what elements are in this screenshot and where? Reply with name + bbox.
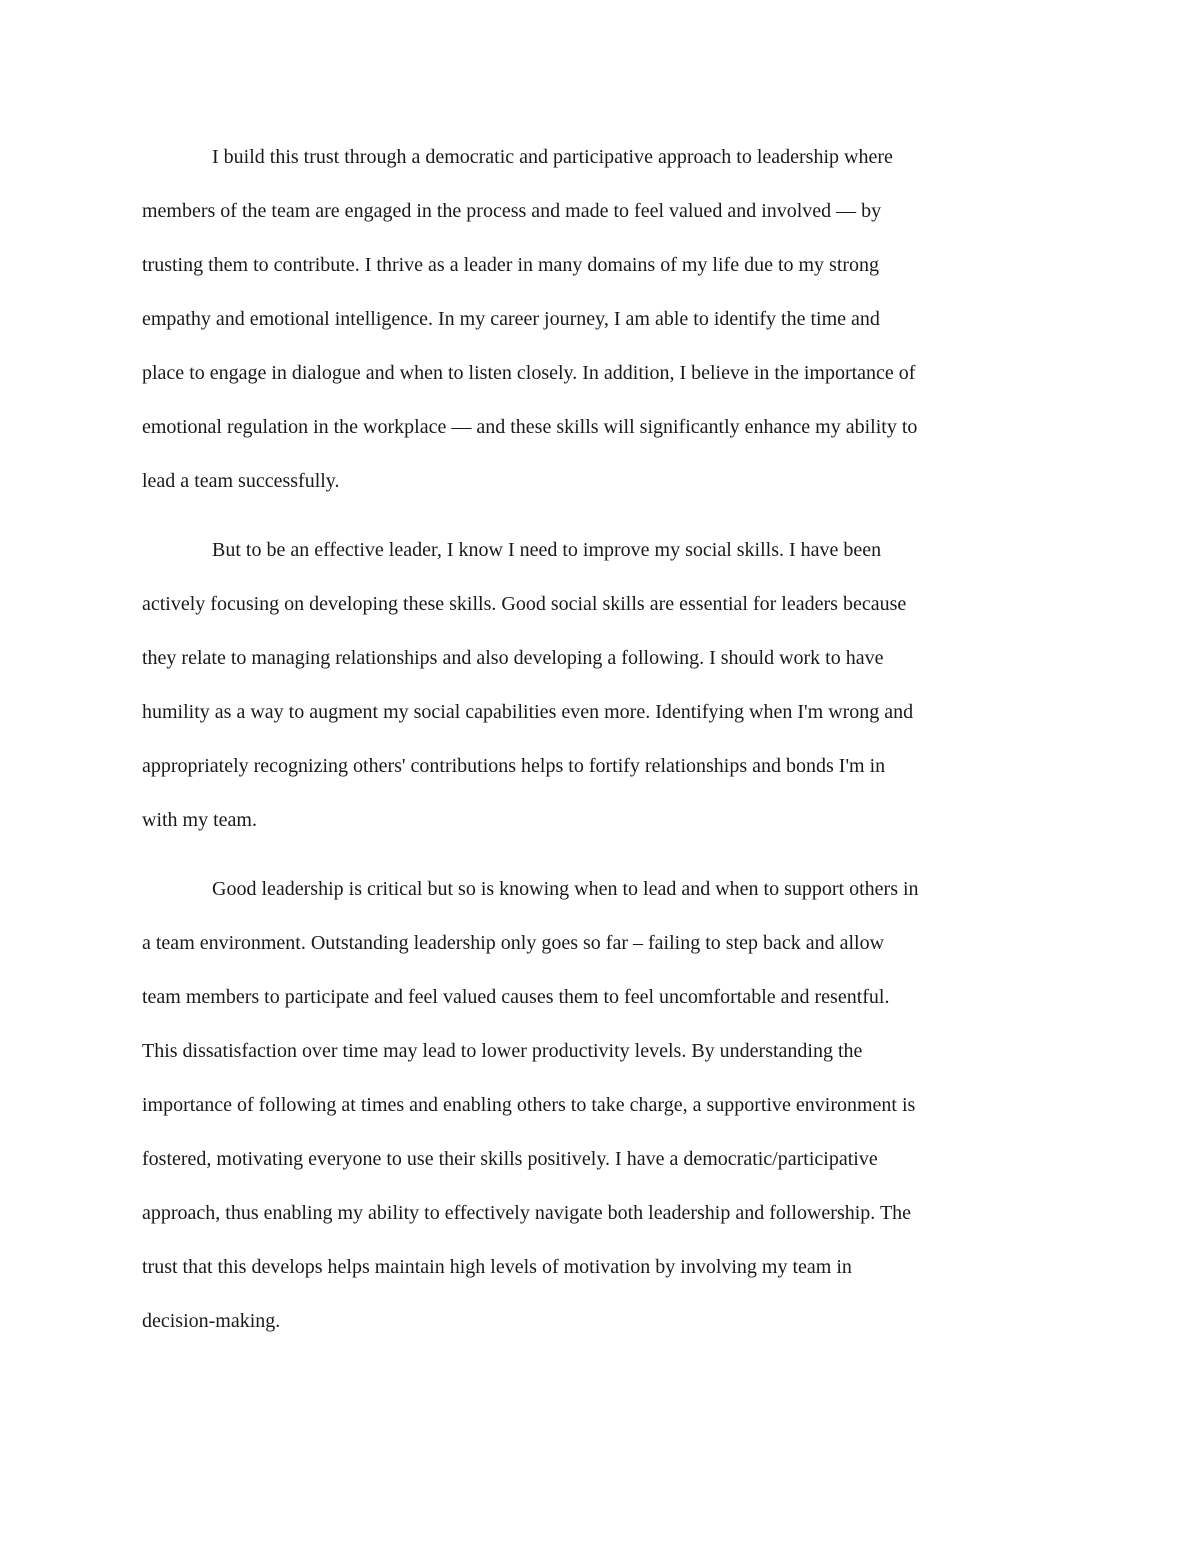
paragraph-line: But to be an effective leader, I know I need to improve my social skills. I have been <box>212 539 882 561</box>
paragraph-line: members of the team are engaged in the process and made to feel valued and involved — by <box>142 200 882 222</box>
paragraph-line: This dissatisfaction over time may lead to lower productivity levels. By understanding the <box>142 1040 863 1062</box>
document-body <box>142 130 1060 1363</box>
paragraph-3 <box>142 862 1060 1348</box>
paragraph-2 <box>142 523 1060 847</box>
paragraph-line: with my team. <box>142 809 257 831</box>
paragraph-line: approach, thus enabling my ability to effectively navigate both leadership and followership. The <box>142 1202 912 1224</box>
paragraph-line: team members to participate and feel valued causes them to feel uncomfortable and resentful. <box>142 986 890 1008</box>
paragraph-line: a team environment. Outstanding leadership only goes so far – failing to step back and allow <box>142 932 885 954</box>
paragraph-line: they relate to managing relationships and also developing a following. I should work to have <box>142 647 884 669</box>
paragraph-line: Good leadership is critical but so is knowing when to lead and when to support others in <box>212 878 919 900</box>
paragraph-line: trusting them to contribute. I thrive as a leader in many domains of my life due to my strong <box>142 254 880 276</box>
paragraph-line: emotional regulation in the workplace — and these skills will significantly enhance my ability to <box>142 416 918 438</box>
paragraph-line: place to engage in dialogue and when to listen closely. In addition, I believe in the importance of <box>142 362 916 384</box>
paragraph-1 <box>142 130 1060 508</box>
paragraph-line: humility as a way to augment my social capabilities even more. Identifying when I'm wrong and <box>142 701 914 723</box>
paragraph-line: trust that this develops helps maintain high levels of motivation by involving my team in <box>142 1256 852 1278</box>
paragraph-line: actively focusing on developing these skills. Good social skills are essential for leaders because <box>142 593 907 615</box>
paragraph-line: decision-making. <box>142 1310 281 1332</box>
paragraph-line: I build this trust through a democratic and participative approach to leadership where <box>212 146 893 168</box>
paragraph-line: empathy and emotional intelligence. In my career journey, I am able to identify the time and <box>142 308 880 330</box>
paragraph-line: fostered, motivating everyone to use their skills positively. I have a democratic/participative <box>142 1148 878 1170</box>
paragraph-line: importance of following at times and enabling others to take charge, a supportive environment is <box>142 1094 916 1116</box>
paragraph-line: lead a team successfully. <box>142 470 340 492</box>
paragraph-line: appropriately recognizing others' contributions helps to fortify relationships and bonds I'm in <box>142 755 886 777</box>
